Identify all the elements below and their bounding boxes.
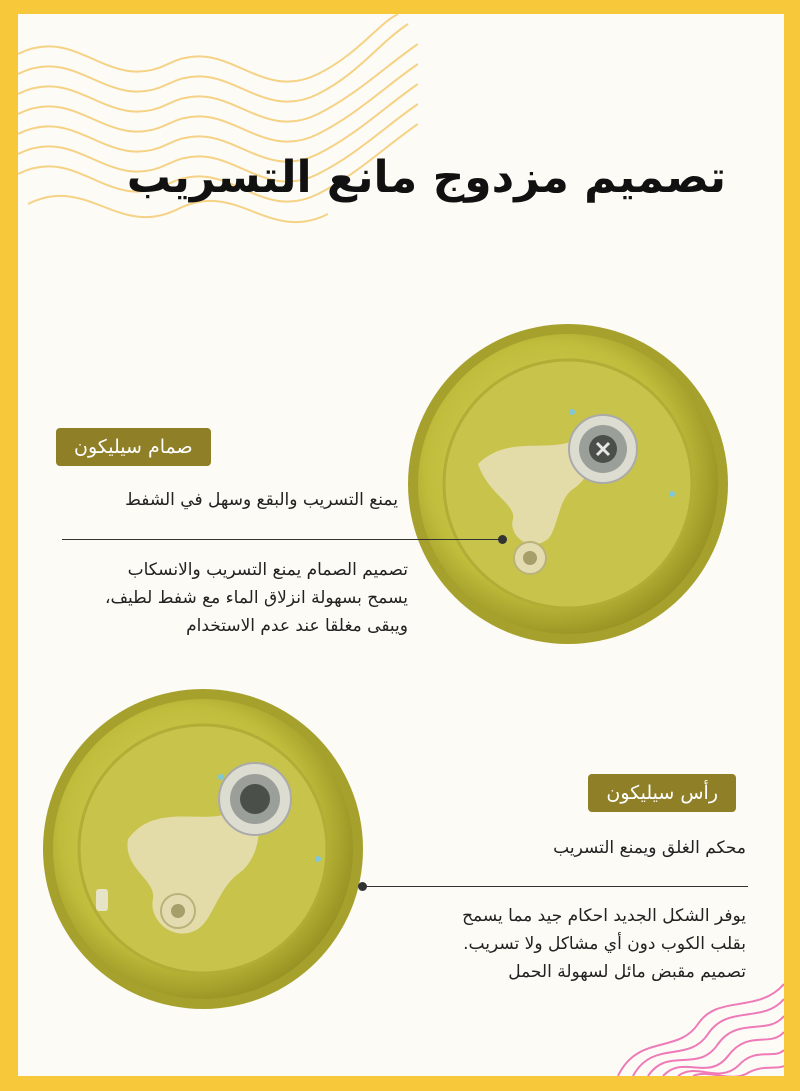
valve-description-line: يسمح بسهولة انزلاق الماء مع شفط لطيف، xyxy=(104,588,408,608)
head-pointer-dot xyxy=(358,882,367,891)
valve-description-line: ويبقى مغلقا عند عدم الاستخدام xyxy=(186,616,408,636)
valve-pointer-dot xyxy=(498,535,507,544)
wave-decoration-bottom xyxy=(578,974,784,1076)
valve-description-line: تصميم الصمام يمنع التسريب والانسكاب xyxy=(127,560,408,580)
valve-lid-image xyxy=(398,314,738,654)
valve-badge: صمام سيليكون xyxy=(56,428,211,466)
head-description-line: يوفر الشكل الجديد احكام جيد مما يسمح xyxy=(462,906,746,926)
head-subtitle: محكم الغلق ويمنع التسريب xyxy=(553,838,746,858)
silicone-head-lid-image xyxy=(38,679,378,1019)
valve-description xyxy=(48,556,408,640)
head-description xyxy=(386,902,746,986)
head-pointer-line xyxy=(363,886,748,887)
head-description-line: تصميم مقبض مائل لسهولة الحمل xyxy=(508,962,746,982)
page-title: تصميم مزدوج مانع التسريب xyxy=(126,152,726,203)
valve-pointer-line xyxy=(62,539,502,540)
product-card xyxy=(18,14,784,1076)
wave-decoration-top xyxy=(18,14,418,244)
valve-subtitle: يمنع التسريب والبقع وسهل في الشفط xyxy=(125,490,398,510)
head-description-line: بقلب الكوب دون أي مشاكل ولا تسريب. xyxy=(463,934,746,954)
head-badge: رأس سيليكون xyxy=(588,774,736,812)
